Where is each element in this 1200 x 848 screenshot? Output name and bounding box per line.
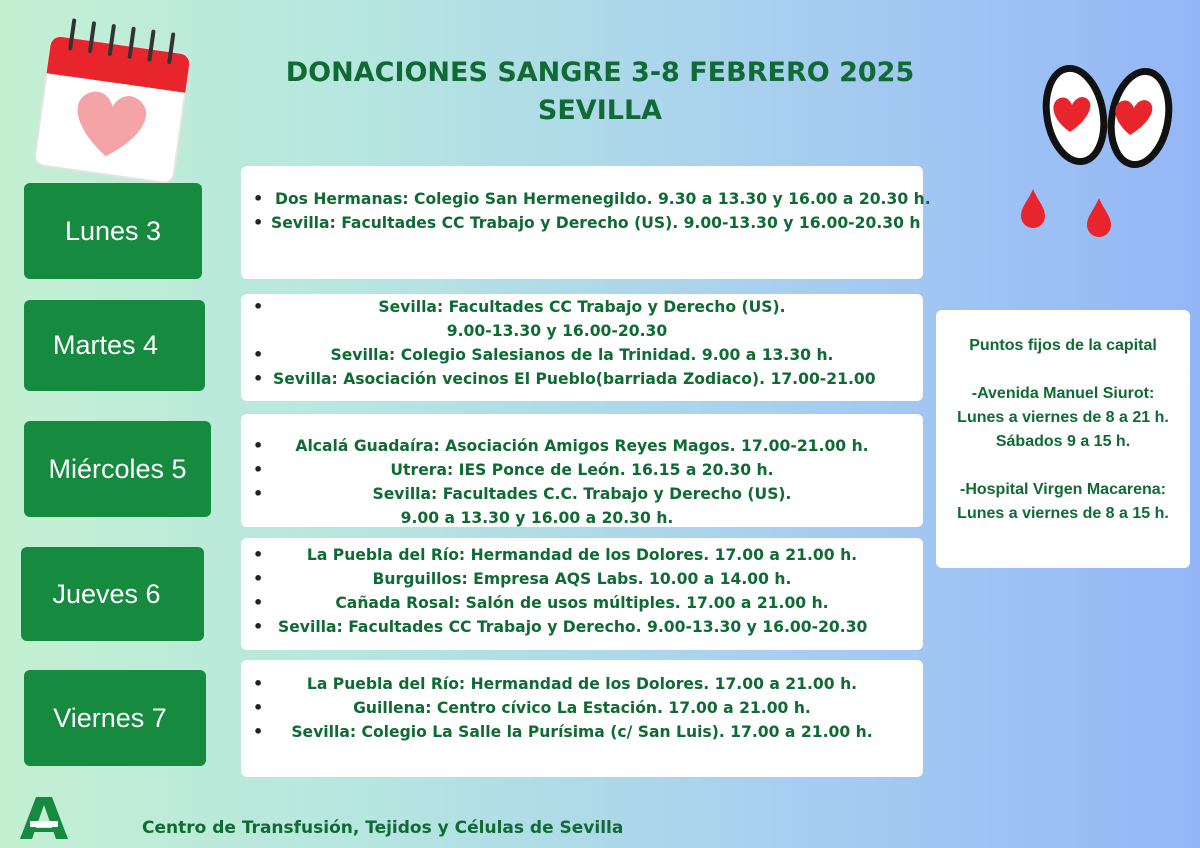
title-line2: SEVILLA xyxy=(537,95,663,126)
list-item: • La Puebla del Río: Hermandad de los Dolores. 17.00 a 21.00 h. xyxy=(241,543,923,567)
list-item: 9.00-13.30 y 16.00-20.30 xyxy=(446,322,668,340)
day-label-viernes xyxy=(24,670,206,766)
list-item: • Sevilla: Colegio La Salle la Purísima (c/ San Luis). 17.00 a 21.00 h. xyxy=(241,720,923,744)
heart-eyes-icon xyxy=(1040,60,1175,175)
blood-drop-icon xyxy=(1018,187,1048,229)
calendar-heart-icon xyxy=(18,6,193,186)
day-label-text: Jueves 6 xyxy=(52,578,161,609)
title-line1: DONACIONES SANGRE 3-8 FEBRERO 2025 xyxy=(285,57,915,88)
list-item: • Sevilla: Facultades C.C. Trabajo y Derecho (US). xyxy=(241,482,923,506)
list-item: 9.00 a 13.30 y 16.00 a 20.30 h. xyxy=(400,509,674,527)
list-item: • Burguillos: Empresa AQS Labs. 10.00 a 14.00 h. xyxy=(241,567,923,591)
schedule-card-jueves xyxy=(241,538,923,650)
list-item: • Cañada Rosal: Salón de usos múltiples. 17.00 a 21.00 h. xyxy=(241,591,923,615)
fixed-point-name: -Avenida Manuel Siurot: xyxy=(971,385,1155,402)
junta-andalucia-logo-icon xyxy=(18,795,70,841)
list-item: • Dos Hermanas: Colegio San Hermenegildo. 9.30 a 13.30 y 16.00 a 20.30 h. xyxy=(241,187,923,211)
blood-drop-icon xyxy=(1084,196,1114,238)
day-label-text: Lunes 3 xyxy=(64,215,162,246)
list-item: • Sevilla: Asociación vecinos El Pueblo(barriada Zodiaco). 17.00-21.00 xyxy=(241,367,923,391)
fixed-point-name: -Hospital Virgen Macarena: xyxy=(960,481,1166,498)
page-title xyxy=(200,54,1000,130)
day-label-lunes xyxy=(24,183,202,279)
day-label-text: Miércoles 5 xyxy=(48,453,187,484)
list-item: • Alcalá Guadaíra: Asociación Amigos Reyes Magos. 17.00-21.00 h. xyxy=(241,434,923,458)
schedule-card-martes xyxy=(241,294,923,401)
list-item: • Guillena: Centro cívico La Estación. 17.00 a 21.00 h. xyxy=(241,696,923,720)
list-item: • Sevilla: Facultades CC Trabajo y Derecho. 9.00-13.30 y 16.00-20.30 xyxy=(241,615,923,639)
day-label-martes xyxy=(24,300,205,391)
footer-text: Centro de Transfusión, Tejidos y Células de Sevilla xyxy=(142,818,624,838)
fixed-point-hours: Sábados 9 a 15 h. xyxy=(995,433,1131,450)
fixed-points-panel xyxy=(936,310,1190,568)
schedule-card-lunes xyxy=(241,166,931,279)
list-item: • Sevilla: Colegio Salesianos de la Trinidad. 9.00 a 13.30 h. xyxy=(241,343,923,367)
day-label-text: Martes 4 xyxy=(52,330,159,360)
day-label-miercoles xyxy=(24,421,211,517)
schedule-card-miercoles xyxy=(241,414,923,527)
list-item: • Utrera: IES Ponce de León. 16.15 a 20.30 h. xyxy=(241,458,923,482)
fixed-point-hours: Lunes a viernes de 8 a 21 h. xyxy=(957,409,1169,426)
day-label-jueves xyxy=(21,547,204,641)
fixed-point-hours: Lunes a viernes de 8 a 15 h. xyxy=(957,505,1169,522)
list-item: • Sevilla: Facultades CC Trabajo y Derecho (US). xyxy=(241,295,923,319)
day-label-text: Viernes 7 xyxy=(53,702,167,733)
list-item: • La Puebla del Río: Hermandad de los Dolores. 17.00 a 21.00 h. xyxy=(241,672,923,696)
list-item: • Sevilla: Facultades CC Trabajo y Derecho (US). 9.00-13.30 y 16.00-20.30 h xyxy=(241,211,923,235)
schedule-card-viernes xyxy=(241,660,923,777)
fixed-points-title: Puntos fijos de la capital xyxy=(969,337,1157,354)
